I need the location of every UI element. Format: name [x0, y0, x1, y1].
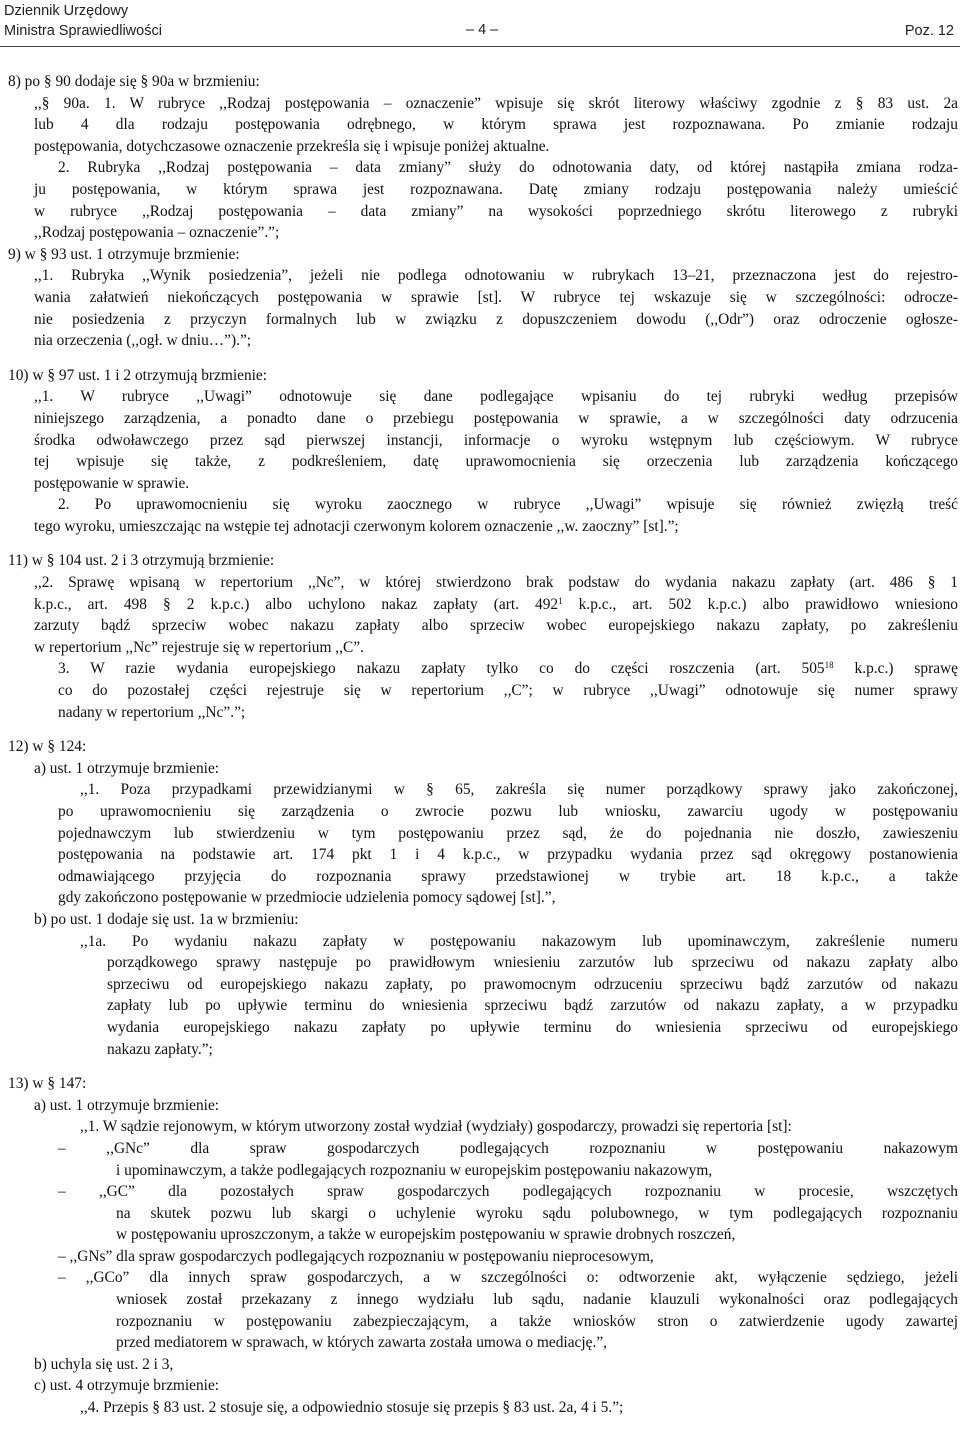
text-line: – ,,GCo” dla innych spraw gospodarczych, a w szczególności o: odtworzenie akt, wyłączenie sędziego, jeżeli: [58, 1269, 958, 1287]
text-line: ,,1a. Po wydaniu nakazu zapłaty w postępowaniu nakazowym lub upominawczym, zakreślenie numeru: [80, 932, 958, 950]
position-number: Poz. 12: [904, 23, 954, 39]
text-line: – ,,GNs” dla spraw gospodarczych podlegających rozpoznaniu w postępowaniu nieprocesowym,: [58, 1247, 654, 1265]
text-line: c) ust. 4 otrzymuje brzmienie:: [34, 1377, 220, 1395]
text-line: w rubryce ,,Rodzaj postępowania – data zmiany” na wysokości poprzedniego skrótu literowego z rubryki: [34, 202, 958, 220]
paragraph-gap: [8, 352, 958, 365]
header-divider: [0, 46, 960, 47]
text-line: w repertorium ,,Nc” rejestruje się w repertorium ,,C”.: [34, 638, 364, 656]
text-line: i upominawczym, a także podlegających rozpoznaniu w europejskim postępowaniu nakazowym,: [116, 1161, 713, 1179]
text-line: a) ust. 1 otrzymuje brzmienie:: [34, 759, 220, 777]
paragraph-gap: [8, 1060, 958, 1073]
journal-title-line2: Ministra Sprawiedliwości: [4, 23, 162, 39]
text-line: k.p.c., art. 498 § 2 k.p.c.) albo uchylono nakaz zapłaty (art. $492^1$ k.p.c., art. 502 k.p.c.) albo prawidłowo wniesiono: [34, 595, 958, 613]
text-line: gdy zakończono postępowanie w przedmiocie udzielenia pomocy sądowej [st].”,: [58, 889, 556, 907]
text-line: ,,4. Przepis § 83 ust. 2 stosuje się, a odpowiednio stosuje się przepis § 83 ust. 2a, 4 i 5.”;: [80, 1399, 624, 1417]
text-line: tego wyroku, umieszczając na wstępie tej adnotacji czerwonym kolorem oznaczenie ,,w. zaoczny” [st].”;: [34, 517, 679, 535]
text-line: przed mediatorem w sprawach, w których zawarta została umowa o mediację.”,: [116, 1334, 608, 1352]
text-line: 12) w § 124:: [8, 738, 87, 756]
text-line: w postępowaniu uproszczonym, a także w europejskim postępowaniu w sprawie drobnych roszczeń,: [116, 1226, 736, 1244]
text-line: wydania europejskiego nakazu zapłaty po upływie terminu do wniesienia sprzeciwu od europejskiego: [107, 1018, 958, 1036]
text-line: nakazu zapłaty.”;: [107, 1040, 213, 1058]
text-line: tej wpisuje się także, z podkreśleniem, datę uprawomocnienia się orzeczenia lub zarządzenia kończącego: [34, 453, 958, 471]
text-line: 9) w § 93 ust. 1 otrzymuje brzmienie:: [8, 245, 240, 263]
text-line: ,,1. W sądzie rejonowym, w którym utworzony został wydział (wydziały) gospodarczy, prowadzi się repertoria [st]:: [80, 1118, 792, 1136]
journal-title-line1: Dziennik Urzędowy: [4, 3, 129, 19]
text-line: na skutek pozwu lub skargi o uchylenie wyroku sądu polubownego, w tym podlegających rozpoznaniu: [116, 1204, 958, 1222]
text-line: środka odwoławczego przez sąd pierwszej instancji, informacje o wyroku wstępnym lub częściowym. W rubryce: [34, 431, 958, 449]
text-line: ,,§ 90a. 1. W rubryce ,,Rodzaj postępowania – oznaczenie” wpisuje się skrót literowy właściwy zgodnie z § 83 ust. 2a: [34, 94, 958, 112]
text-line: rozpoznaniu w postępowaniu zabezpieczającym, a także wniosków stron o zatwierdzenie ugody zawartej: [116, 1312, 958, 1330]
text-line: ,,Rodzaj postępowania – oznaczenie”.”;: [34, 224, 280, 242]
text-line: wniosek został przekazany z innego wydziału lub sądu, nadanie klauzuli wykonalności oraz podlegających: [116, 1291, 958, 1309]
page-number: – 4 –: [466, 22, 499, 38]
text-line: ,,1. Rubryka ,,Wynik posiedzenia”, jeżeli nie podlega odnotowaniu w rubrykach 13–21, przeznaczona jest do rejestro-: [34, 267, 958, 285]
text-line: 8) po § 90 dodaje się § 90a w brzmieniu:: [8, 73, 260, 90]
text-line: b) uchyla się ust. 2 i 3,: [34, 1355, 174, 1373]
text-line: nie posiedzenia z przyczyn formalnych lub w związku z dopuszczeniem dowodu (,,Odr”) oraz odroczenie ogłosze-: [34, 310, 958, 328]
text-line: 10) w § 97 ust. 1 i 2 otrzymują brzmienie:: [8, 366, 268, 384]
text-line: lub 4 dla rodzaju postępowania odrębnego, w którym sprawa jest rozpoznawana. Po zmianie rodzaju: [34, 116, 958, 134]
text-line: wania załatwień niekończących postępowania w sprawie [st]. W rubryce tej wskazuje się w szczególności: odrocze-: [34, 288, 958, 306]
text-line: postępowania, dotychczasowe oznaczenie przekreśla się i wpisuje poniżej aktualne.: [34, 137, 550, 155]
paragraph-gap: [8, 723, 958, 736]
text-line: b) po ust. 1 dodaje się ust. 1a w brzmieniu:: [34, 910, 299, 928]
text-line: a) ust. 1 otrzymuje brzmienie:: [34, 1096, 220, 1114]
text-line: ,,2. Sprawę wpisaną w repertorium ,,Nc”, w której stwierdzono brak podstaw do wydania nakazu zapłaty (art. 486 § 1: [34, 574, 958, 592]
journal-name: [4, 1, 162, 41]
text-line: odmawiającego przyjęcia do rozpoznania sprawy przedstawionej w trybie art. 18 k.p.c., a także: [58, 867, 958, 885]
text-line: – ,,GC” dla pozostałych spraw gospodarczych podlegających rozpoznaniu w procesie, wszczętych: [58, 1183, 958, 1201]
text-line: nadany w repertorium ,,Nc”.”;: [58, 703, 246, 721]
text-line: zapłaty lub po upływie terminu do wniesienia sprzeciwu bądź zarzutów od nakazu zapłaty, a w przypadku: [107, 997, 958, 1015]
text-line: nia orzeczenia (,,ogł. w dniu…”).”;: [34, 332, 252, 350]
text-line: 2. Rubryka ,,Rodzaj postępowania – data zmiany” służy do odnotowania daty, od której nastąpiła zmiana rodza-: [58, 159, 958, 177]
text-line: niniejszego zarządzenia, a ponadto dane o przebiegu postępowania w sprawie, a w szczególności daty odrzucenia: [34, 409, 958, 427]
text-line: 13) w § 147:: [8, 1075, 87, 1093]
text-line: pojednawczym lub stwierdzeniu w tym postępowaniu przez sąd, że do pojednania nie doszło, zawieszeniu: [58, 824, 958, 842]
page-header: [0, 0, 960, 46]
text-line: po uprawomocnieniu się zarządzenia o zwrocie pozwu lub wniosku, zawarciu ugody w postępowaniu: [58, 803, 958, 820]
text-line: ,,1. W rubryce ,,Uwagi” odnotowuje się dane podlegające wpisaniu do tej rubryki według przepisów: [34, 388, 958, 406]
text-line: postępowanie w sprawie.: [34, 474, 190, 492]
text-line: – ,,GNc” dla spraw gospodarczych podlegających rozpoznaniu w postępowaniu nakazowym: [58, 1139, 958, 1157]
text-line: sprzeciwu od europejskiego nakazu zapłaty, po prawomocnym odrzuceniu sprzeciwu bądź zarzutów od nakazu: [107, 975, 958, 993]
text-line: 2. Po uprawomocnieniu się wyroku zaocznego w rubryce ,,Uwagi” wpisuje się również zwięzłą treść: [58, 496, 958, 514]
text-line: 3. W razie wydania europejskiego nakazu zapłaty tylko co do części roszczenia (art. $505^{18}$ k.p.c.) sprawę: [58, 660, 958, 678]
paragraph-gap: [8, 537, 958, 550]
text-line: ,,1. Poza przypadkami przewidzianymi w § 65, zakreśla się numer porządkowy sprawy jako zakończonej,: [80, 781, 958, 799]
text-line: porządkowego sprawy następuje po prawidłowym wniesieniu zarzutów lub sprzeciwu od nakazu zapłaty albo: [107, 954, 958, 972]
text-line: ju postępowania, w którym sprawa jest rozpoznawana. Datę zmiany rodzaju postępowania należy umieścić: [34, 180, 958, 198]
text-line: postępowania na podstawie art. 174 pkt 1 i 4 k.p.c., w przypadku wydania przez sąd okręgowy postanowienia: [58, 846, 958, 864]
text-line: co do pozostałej części rejestruje się w repertorium ,,C”; w rubryce ,,Uwagi” odnotowuje się numer sprawy: [58, 682, 958, 700]
text-line: 11) w § 104 ust. 2 i 3 otrzymują brzmienie:: [8, 552, 275, 570]
document-body: [8, 71, 958, 1419]
text-line: zarzuty bądź sprzeciw wobec nakazu zapłaty albo sprzeciw wobec europejskiego nakazu zapłaty, po zakreśleniu: [34, 617, 958, 635]
